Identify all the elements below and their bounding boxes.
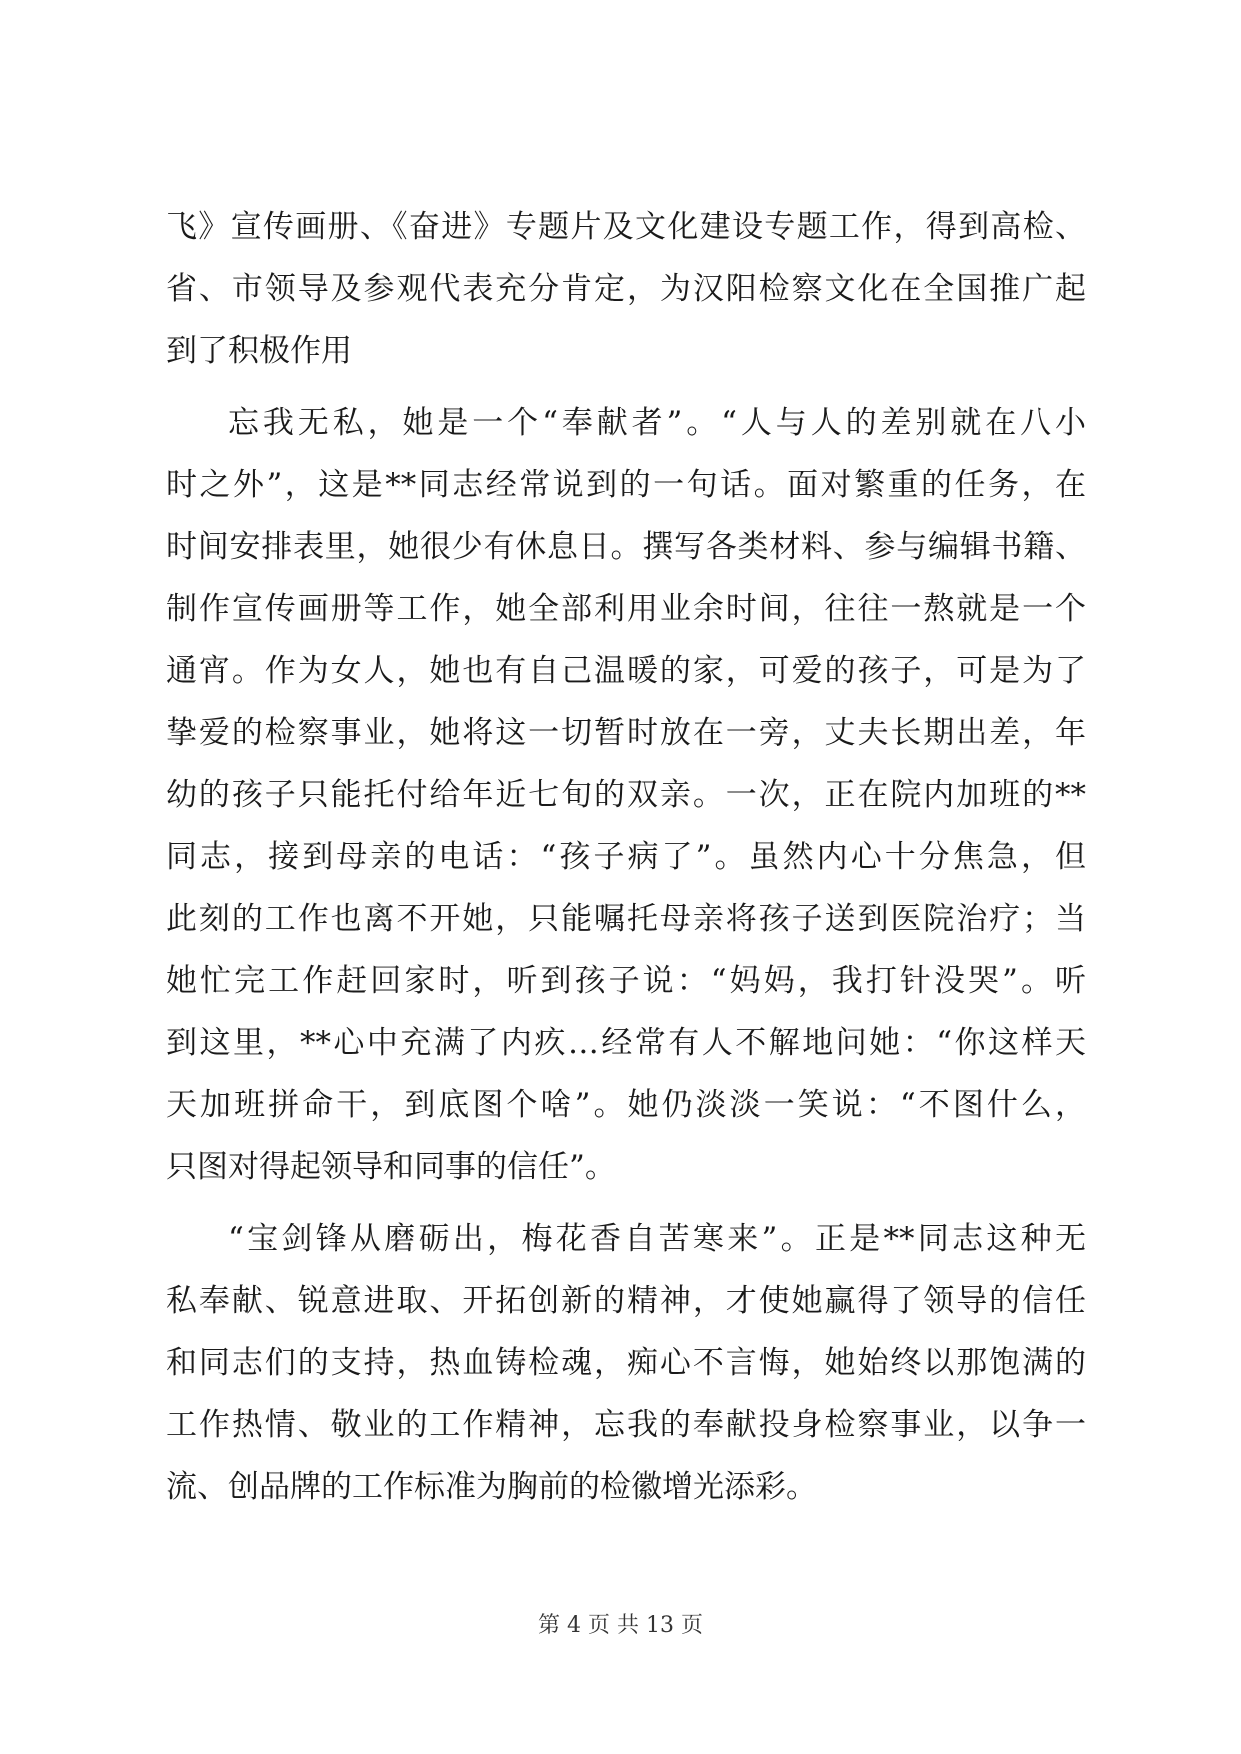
text-line: 私奉献、锐意进取、开拓创新的精神，才使她赢得了领导的信任 — [166, 1283, 1086, 1319]
paragraph-2 — [166, 392, 1086, 1198]
text-line: 和同志们的支持，热血铸检魂，痴心不言悔，她始终以那饱满的 — [166, 1345, 1086, 1381]
text-line: 时之外”，这是**同志经常说到的一句话。面对繁重的任务，在 — [166, 467, 1086, 503]
text-line: 忘我无私，她是一个“奉献者”。“人与人的差别就在八小 — [228, 405, 1086, 441]
paragraph-1 — [166, 196, 1086, 382]
text-line: 此刻的工作也离不开她，只能嘱托母亲将孩子送到医院治疗；当 — [166, 901, 1086, 937]
text-line: 省、市领导及参观代表充分肯定，为汉阳检察文化在全国推广起 — [166, 271, 1086, 307]
text-line: “宝剑锋从磨砺出，梅花香自苦寒来”。正是**同志这种无 — [228, 1221, 1086, 1257]
text-line: 到这里，**心中充满了内疚…经常有人不解地问她：“你这样天 — [166, 1025, 1086, 1061]
text-line: 只图对得起领导和同事的信任”。 — [166, 1149, 616, 1185]
text-line: 同志，接到母亲的电话：“孩子病了”。虽然内心十分焦急，但 — [166, 839, 1086, 875]
text-line: 飞》宣传画册、《奋进》专题片及文化建设专题工作，得到高检、 — [166, 209, 1086, 245]
page-number-footer: 第 4 页 共 13 页 — [538, 1613, 703, 1638]
text-line: 天加班拼命干，到底图个啥”。她仍淡淡一笑说：“不图什么， — [166, 1087, 1086, 1123]
text-line: 挚爱的检察事业，她将这一切暂时放在一旁，丈夫长期出差，年 — [166, 715, 1086, 751]
text-line: 流、创品牌的工作标准为胸前的检徽增光添彩。 — [166, 1469, 817, 1505]
paragraph-3 — [166, 1208, 1086, 1518]
text-line: 通宵。作为女人，她也有自己温暖的家，可爱的孩子，可是为了 — [166, 653, 1086, 689]
text-line: 时间安排表里，她很少有休息日。撰写各类材料、参与编辑书籍、 — [166, 529, 1086, 565]
text-line: 她忙完工作赶回家时，听到孩子说：“妈妈，我打针没哭”。听 — [166, 963, 1086, 999]
text-line: 幼的孩子只能托付给年近七旬的双亲。一次，正在院内加班的** — [166, 777, 1086, 813]
text-line: 到了积极作用 — [166, 333, 352, 369]
text-line: 工作热情、敬业的工作精神，忘我的奉献投身检察事业，以争一 — [166, 1407, 1086, 1443]
document-body — [166, 196, 1086, 1518]
text-line: 制作宣传画册等工作，她全部利用业余时间，往往一熬就是一个 — [166, 591, 1086, 627]
